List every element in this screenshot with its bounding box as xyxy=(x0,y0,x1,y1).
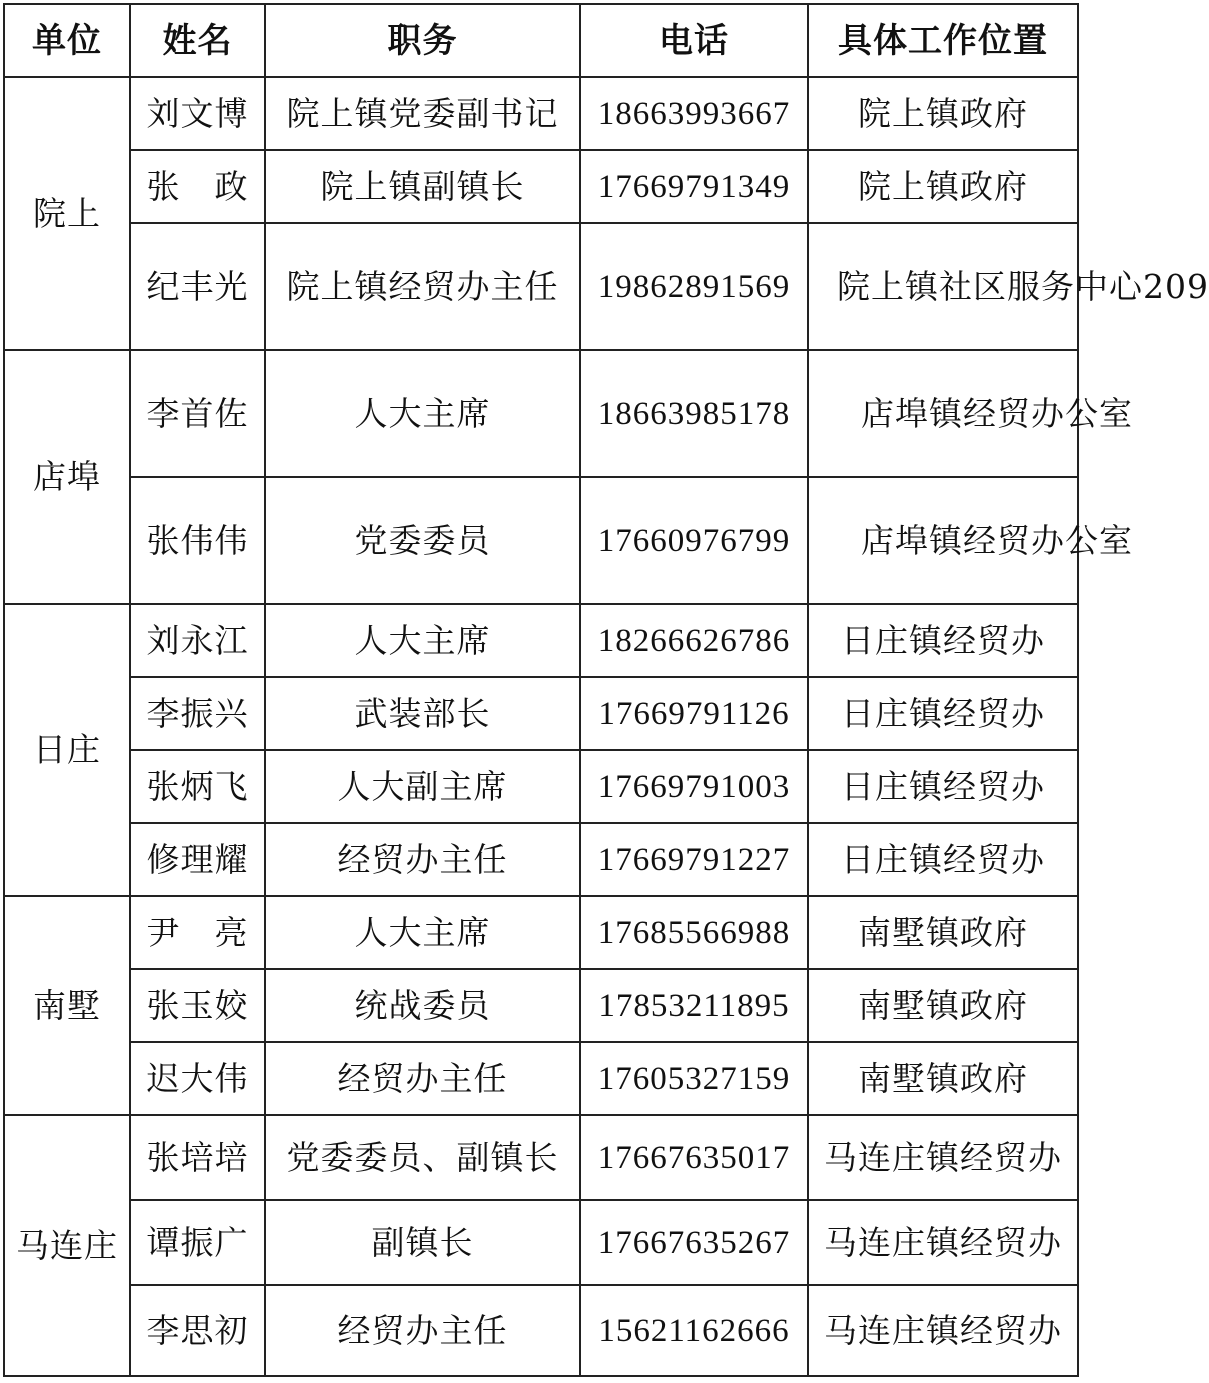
header-row xyxy=(4,4,1078,77)
position-cell: 经贸办主任 xyxy=(265,823,580,896)
table-row xyxy=(4,350,1078,477)
location-cell: 马连庄镇经贸办 xyxy=(808,1200,1078,1285)
table-row xyxy=(4,969,1078,1042)
location-cell: 日庄镇经贸办 xyxy=(808,677,1078,750)
unit-cell: 院上 xyxy=(4,77,130,350)
position-cell: 武装部长 xyxy=(265,677,580,750)
position-cell: 院上镇副镇长 xyxy=(265,150,580,223)
table-row xyxy=(4,150,1078,223)
position-cell: 人大主席 xyxy=(265,604,580,677)
phone-cell: 18663993667 xyxy=(580,77,808,150)
phone-cell: 17605327159 xyxy=(580,1042,808,1115)
location-cell: 南墅镇政府 xyxy=(808,1042,1078,1115)
location-cell: 日庄镇经贸办 xyxy=(808,823,1078,896)
phone-cell: 17669791126 xyxy=(580,677,808,750)
position-cell: 院上镇党委副书记 xyxy=(265,77,580,150)
position-cell: 人大主席 xyxy=(265,350,580,477)
name-cell: 张伟伟 xyxy=(130,477,265,604)
header-location: 具体工作位置 xyxy=(808,4,1078,77)
position-cell: 经贸办主任 xyxy=(265,1285,580,1376)
name-cell: 张炳飞 xyxy=(130,750,265,823)
position-cell: 党委委员 xyxy=(265,477,580,604)
phone-cell: 17669791003 xyxy=(580,750,808,823)
table-row xyxy=(4,223,1078,350)
position-cell: 人大副主席 xyxy=(265,750,580,823)
table-row xyxy=(4,604,1078,677)
name-cell: 刘文博 xyxy=(130,77,265,150)
position-cell: 副镇长 xyxy=(265,1200,580,1285)
location-cell: 日庄镇经贸办 xyxy=(808,750,1078,823)
table-row xyxy=(4,1115,1078,1200)
name-cell: 张玉姣 xyxy=(130,969,265,1042)
location-cell: 日庄镇经贸办 xyxy=(808,604,1078,677)
table-row xyxy=(4,823,1078,896)
name-cell: 刘永江 xyxy=(130,604,265,677)
name-cell: 李首佐 xyxy=(130,350,265,477)
location-cell: 南墅镇政府 xyxy=(808,896,1078,969)
header-name: 姓名 xyxy=(130,4,265,77)
location-cell: 店埠镇经贸办公室 xyxy=(808,477,1078,604)
table-row xyxy=(4,750,1078,823)
table-row xyxy=(4,77,1078,150)
phone-cell: 17669791227 xyxy=(580,823,808,896)
location-cell: 院上镇政府 xyxy=(808,150,1078,223)
unit-cell: 南墅 xyxy=(4,896,130,1115)
table-row xyxy=(4,1285,1078,1376)
phone-cell: 17660976799 xyxy=(580,477,808,604)
phone-cell: 17669791349 xyxy=(580,150,808,223)
name-cell: 迟大伟 xyxy=(130,1042,265,1115)
location-cell: 南墅镇政府 xyxy=(808,969,1078,1042)
phone-cell: 17685566988 xyxy=(580,896,808,969)
table-row xyxy=(4,477,1078,604)
phone-cell: 17853211895 xyxy=(580,969,808,1042)
name-cell: 李思初 xyxy=(130,1285,265,1376)
unit-cell: 店埠 xyxy=(4,350,130,604)
name-cell: 李振兴 xyxy=(130,677,265,750)
position-cell: 统战委员 xyxy=(265,969,580,1042)
phone-cell: 15621162666 xyxy=(580,1285,808,1376)
table-row xyxy=(4,677,1078,750)
location-cell: 院上镇政府 xyxy=(808,77,1078,150)
phone-cell: 18663985178 xyxy=(580,350,808,477)
phone-cell: 17667635267 xyxy=(580,1200,808,1285)
unit-cell: 日庄 xyxy=(4,604,130,896)
unit-cell: 马连庄 xyxy=(4,1115,130,1376)
table-row xyxy=(4,1042,1078,1115)
table-row xyxy=(4,896,1078,969)
position-cell: 人大主席 xyxy=(265,896,580,969)
header-unit: 单位 xyxy=(4,4,130,77)
name-cell: 纪丰光 xyxy=(130,223,265,350)
header-phone: 电话 xyxy=(580,4,808,77)
position-cell: 院上镇经贸办主任 xyxy=(265,223,580,350)
contact-table xyxy=(3,3,1209,1377)
header-position: 职务 xyxy=(265,4,580,77)
position-cell: 经贸办主任 xyxy=(265,1042,580,1115)
name-cell: 尹 亮 xyxy=(130,896,265,969)
location-cell: 院上镇社区服务中心209 xyxy=(808,223,1078,350)
name-cell: 修理耀 xyxy=(130,823,265,896)
location-cell: 店埠镇经贸办公室 xyxy=(808,350,1078,477)
position-cell: 党委委员、副镇长 xyxy=(265,1115,580,1200)
name-cell: 张培培 xyxy=(130,1115,265,1200)
phone-cell: 18266626786 xyxy=(580,604,808,677)
phone-cell: 19862891569 xyxy=(580,223,808,350)
table-row xyxy=(4,1200,1078,1285)
name-cell: 谭振广 xyxy=(130,1200,265,1285)
phone-cell: 17667635017 xyxy=(580,1115,808,1200)
location-cell: 马连庄镇经贸办 xyxy=(808,1115,1078,1200)
name-cell: 张 政 xyxy=(130,150,265,223)
location-cell: 马连庄镇经贸办 xyxy=(808,1285,1078,1376)
